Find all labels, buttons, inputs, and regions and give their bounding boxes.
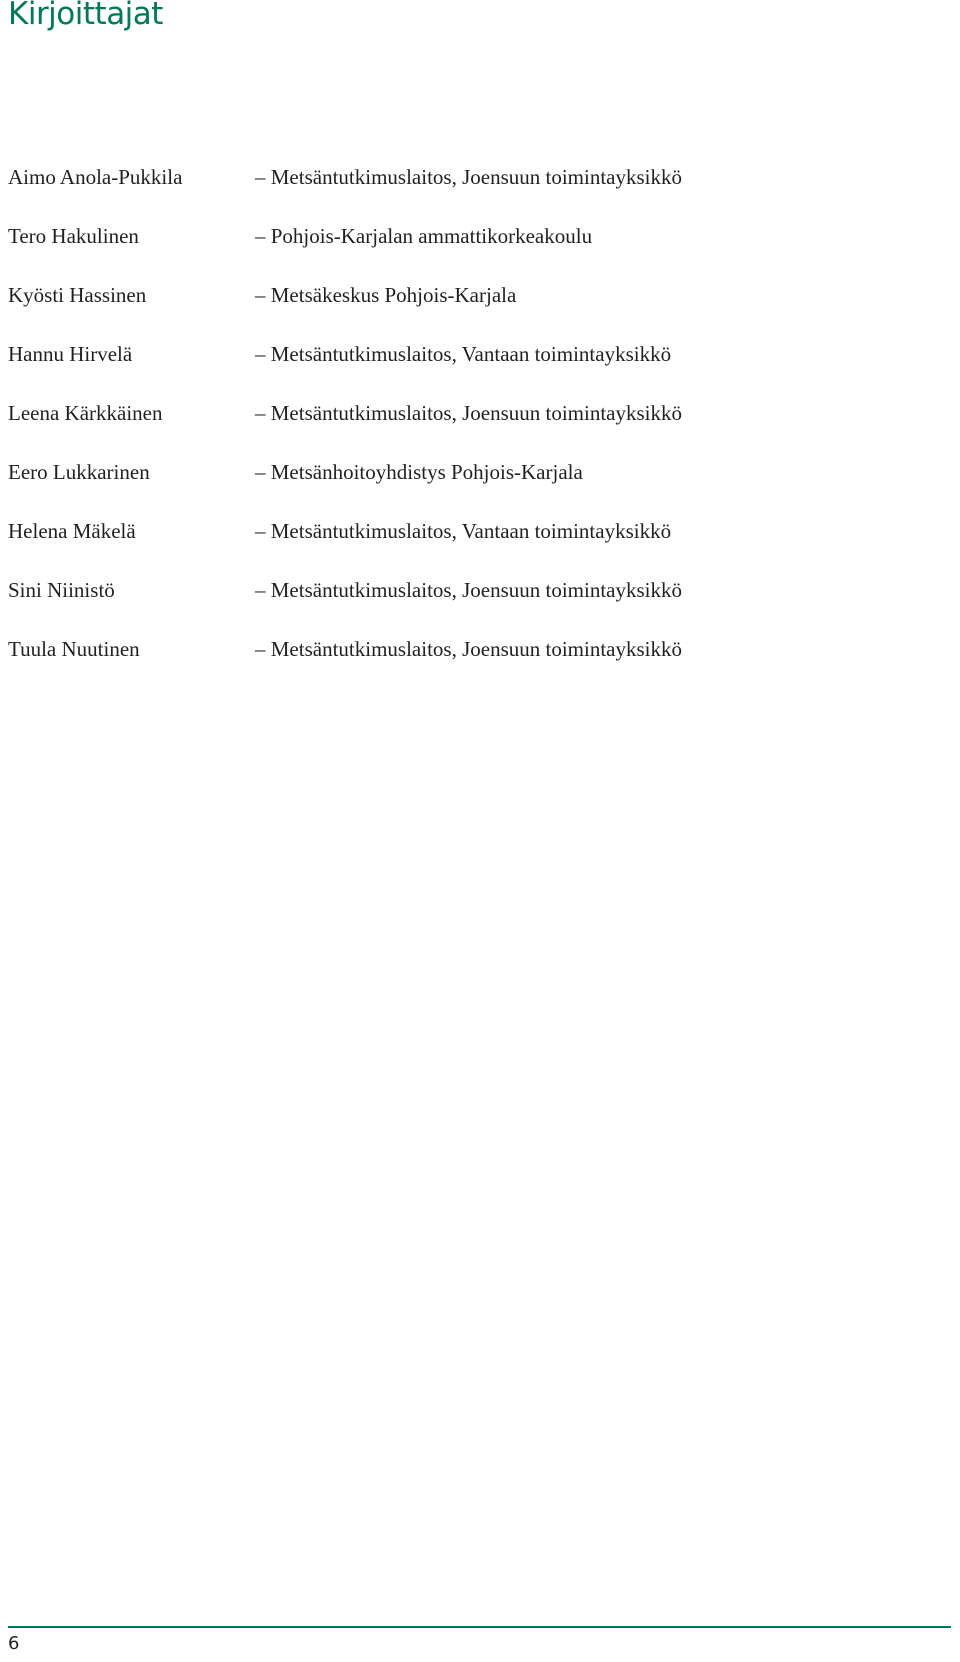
author-name: Tuula Nuutinen bbox=[8, 637, 140, 661]
author-row bbox=[8, 519, 948, 578]
author-row bbox=[8, 283, 948, 342]
author-row bbox=[8, 401, 948, 460]
author-row bbox=[8, 165, 948, 224]
author-name: Eero Lukkarinen bbox=[8, 460, 150, 484]
author-affiliation: – Metsäntutkimuslaitos, Joensuun toimintayksikkö bbox=[255, 637, 682, 661]
footer-divider bbox=[8, 1626, 951, 1628]
author-name: Aimo Anola-Pukkila bbox=[8, 165, 183, 189]
author-affiliation: – Metsäntutkimuslaitos, Joensuun toimintayksikkö bbox=[255, 401, 682, 425]
author-name: Sini Niinistö bbox=[8, 578, 115, 602]
author-affiliation: – Metsänhoitoyhdistys Pohjois-Karjala bbox=[255, 460, 583, 484]
author-name: Hannu Hirvelä bbox=[8, 342, 133, 366]
author-list bbox=[8, 165, 948, 696]
author-name: Helena Mäkelä bbox=[8, 519, 136, 543]
author-name: Kyösti Hassinen bbox=[8, 283, 147, 307]
author-affiliation: – Metsäntutkimuslaitos, Joensuun toimintayksikkö bbox=[255, 165, 682, 189]
author-name: Leena Kärkkäinen bbox=[8, 401, 163, 425]
author-row bbox=[8, 460, 948, 519]
page-number: 6 bbox=[8, 1633, 20, 1654]
author-affiliation: – Metsäntutkimuslaitos, Joensuun toimintayksikkö bbox=[255, 578, 682, 602]
author-affiliation: – Metsäkeskus Pohjois-Karjala bbox=[255, 283, 517, 307]
page-title: Kirjoittajat bbox=[8, 0, 163, 32]
author-row bbox=[8, 637, 948, 696]
author-row bbox=[8, 342, 948, 401]
author-affiliation: – Metsäntutkimuslaitos, Vantaan toimintayksikkö bbox=[255, 342, 672, 366]
author-affiliation: – Metsäntutkimuslaitos, Vantaan toimintayksikkö bbox=[255, 519, 672, 543]
author-name: Tero Hakulinen bbox=[8, 224, 139, 248]
author-affiliation: – Pohjois-Karjalan ammattikorkeakoulu bbox=[255, 224, 593, 248]
author-row bbox=[8, 578, 948, 637]
author-row bbox=[8, 224, 948, 283]
